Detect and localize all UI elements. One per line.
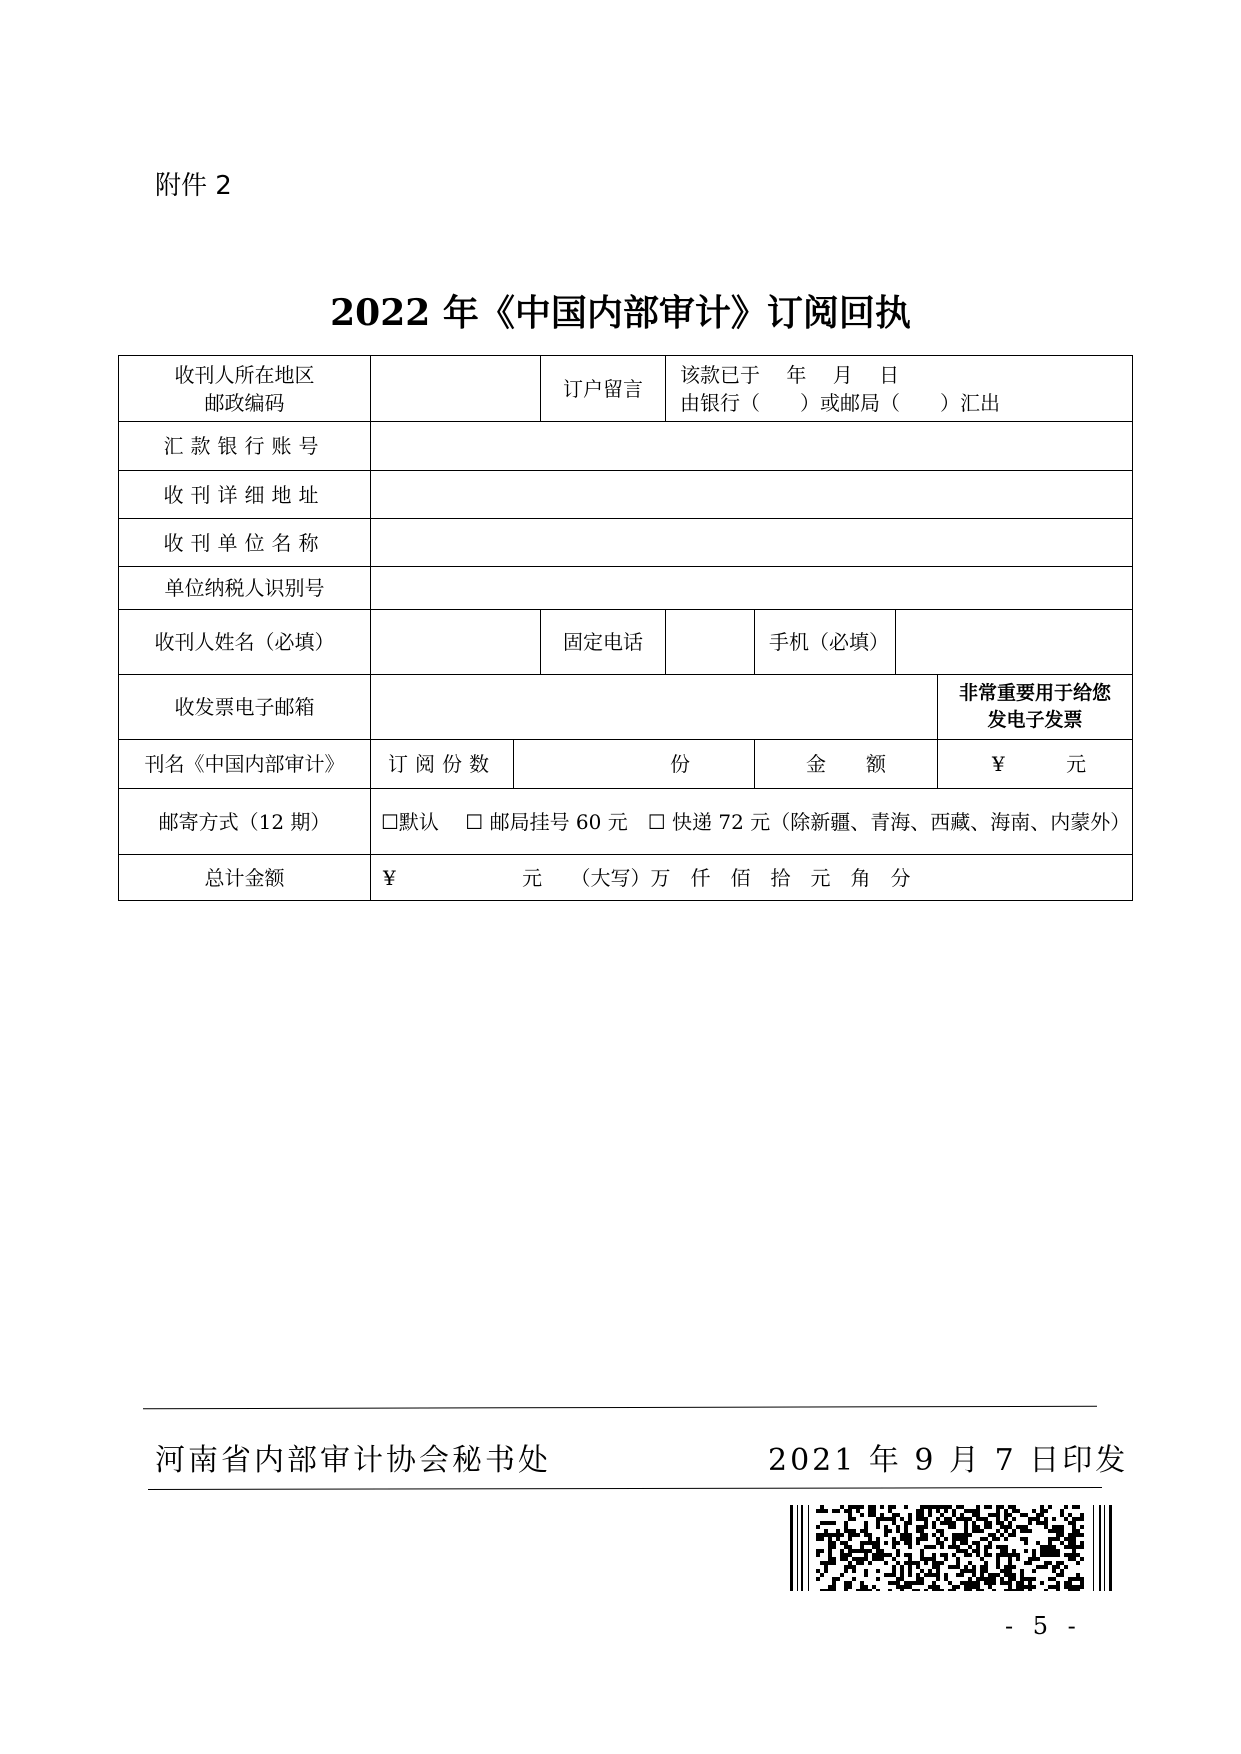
copies-unit: 份 <box>670 752 690 776</box>
attachment-label: 附件 2 <box>155 171 232 201</box>
issue-date: 2021 年 9 月 7 日印发 <box>768 1443 1129 1478</box>
issuer: 河南省内部审计协会秘书处 <box>155 1443 551 1478</box>
unit-name-label: 收刊单位名称 <box>119 519 371 567</box>
landline-field[interactable] <box>666 610 755 675</box>
barcode-image <box>790 1505 1112 1591</box>
amount-label: 金 额 <box>755 740 938 789</box>
postcode-field[interactable] <box>371 356 541 422</box>
amount-field[interactable] <box>938 740 1133 789</box>
page-title: 2022 年《中国内部审计》订阅回执 <box>330 292 911 334</box>
invoice-email-label: 收发票电子邮箱 <box>119 675 371 740</box>
total-currency: ¥ <box>383 865 396 890</box>
landline-label: 固定电话 <box>541 610 666 675</box>
recipient-name-field[interactable] <box>371 610 541 675</box>
remit-account-field[interactable] <box>371 422 1133 471</box>
page-number: - 5 - <box>1005 1612 1082 1640</box>
amount-currency: ¥ <box>992 752 1005 776</box>
region-postcode-label: 收刊人所在地区 邮政编码 <box>119 356 371 422</box>
total-amount-field[interactable] <box>371 855 1133 901</box>
subscriber-note-field[interactable]: 该款已于 年 月 日 由银行（ ）或邮局（ ）汇出 <box>666 356 1133 422</box>
unit-name-field[interactable] <box>371 519 1133 567</box>
invoice-email-note: 非常重要用于给您发电子发票 <box>938 675 1133 740</box>
mail-method-label: 邮寄方式（12 期） <box>119 789 371 855</box>
taxpayer-id-field[interactable] <box>371 567 1133 610</box>
address-field[interactable] <box>371 471 1133 519</box>
total-capital: （大写）万 仟 佰 拾 元 角 分 <box>570 865 911 890</box>
invoice-email-field[interactable] <box>371 675 938 740</box>
amount-yuan: 元 <box>1066 752 1087 776</box>
recipient-name-label: 收刊人姓名（必填） <box>119 610 371 675</box>
remit-account-label: 汇款银行账号 <box>119 422 371 471</box>
mail-method-options[interactable]: ☐默认 ☐ 邮局挂号 60 元 ☐ 快递 72 元（除新疆、青海、西藏、海南、内蒙外） <box>371 789 1133 855</box>
subscriber-note-label: 订户留言 <box>541 356 666 422</box>
total-amount-label: 总计金额 <box>119 855 371 901</box>
footer-bottom-rule <box>148 1487 1102 1490</box>
copies-field[interactable] <box>514 740 755 789</box>
total-yuan: 元 <box>522 865 543 890</box>
taxpayer-id-label: 单位纳税人识别号 <box>119 567 371 610</box>
mobile-label: 手机（必填） <box>755 610 896 675</box>
mobile-field[interactable] <box>896 610 1133 675</box>
copies-label: 订阅份数 <box>371 740 514 789</box>
journal-name-label: 刊名《中国内部审计》 <box>119 740 371 789</box>
subscription-form <box>118 355 1133 901</box>
address-label: 收刊详细地址 <box>119 471 371 519</box>
footer-top-rule <box>143 1406 1097 1409</box>
